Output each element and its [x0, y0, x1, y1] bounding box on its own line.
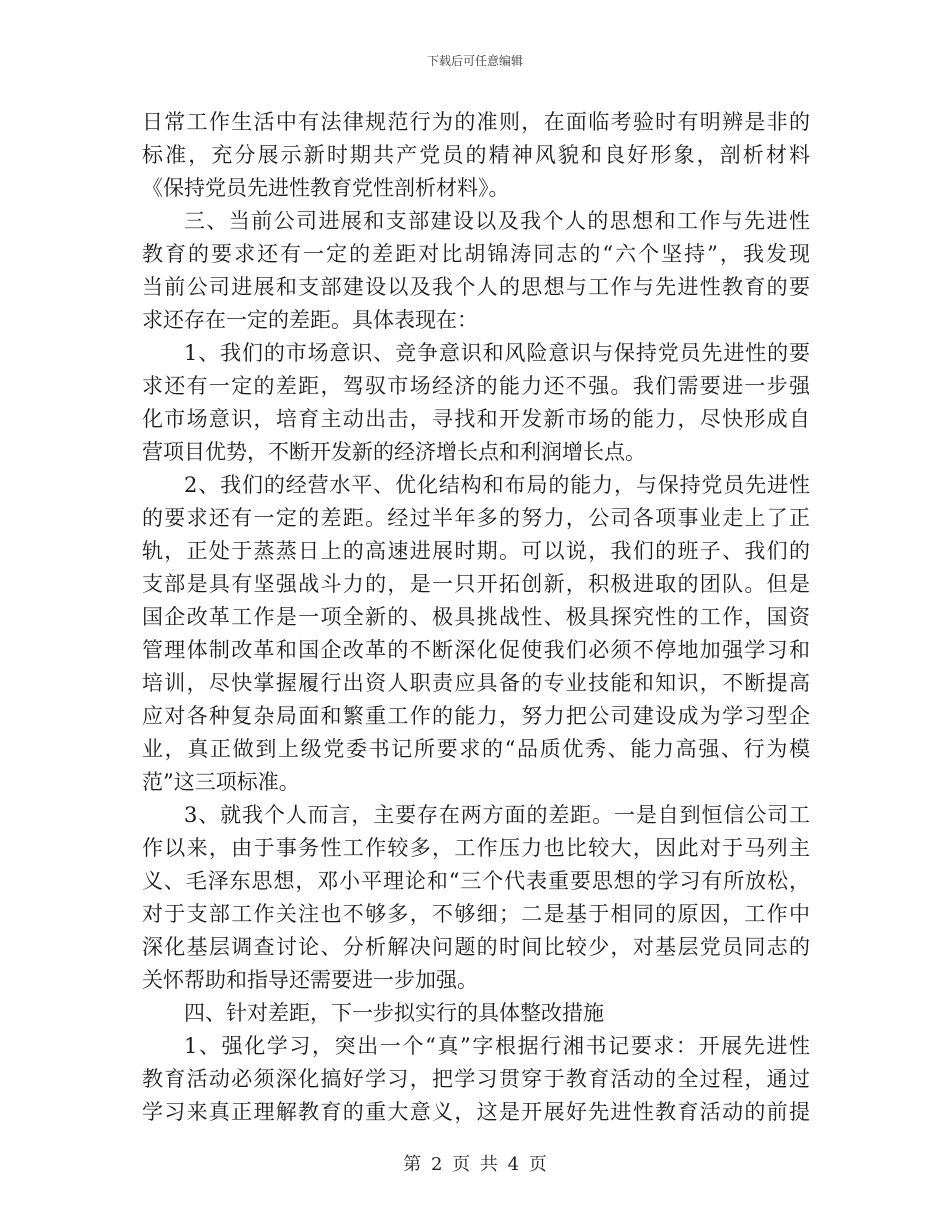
text-line: 求还存在一定的差距。具体表现在： — [142, 308, 478, 332]
text-line: 标准，充分展示新时期共产党员的精神风貌和良好形象，剖析材料 — [142, 143, 810, 167]
text-line: 1、我们的市场意识、竞争意识和风险意识与保持党员先进性的要 — [184, 341, 810, 365]
text-line: 日常工作生活中有法律规范行为的准则，在面临考验时有明辨是非的 — [142, 110, 810, 134]
text-line: 义、毛泽东思想，邓小平理论和“三个代表重要思想的学习有所放松， — [142, 869, 810, 893]
text-line: 教育的要求还有一定的差距对比胡锦涛同志的“六个坚持”，我发现 — [142, 242, 810, 266]
text-line: 作以来，由于事务性工作较多，工作压力也比较大，因此对于马列主 — [142, 836, 810, 860]
text-line: 1、强化学习，突出一个“真”字根据行湘书记要求：开展先进性 — [184, 1034, 810, 1058]
text-line: 应对各种复杂局面和繁重工作的能力，努力把公司建设成为学习型企 — [142, 704, 810, 728]
text-line: 教育活动必须深化搞好学习，把学习贯穿于教育活动的全过程，通过 — [142, 1067, 810, 1091]
text-line: 培训，尽快掌握履行出资人职责应具备的专业技能和知识，不断提高 — [142, 671, 810, 695]
text-line: 学习来真正理解教育的重大意义，这是开展好先进性教育活动的前提 — [142, 1100, 810, 1124]
text-line: 求还有一定的差距，驾驭市场经济的能力还不强。我们需要进一步强 — [142, 374, 810, 398]
text-line: 关怀帮助和指导还需要进一步加强。 — [142, 968, 478, 992]
text-line: 轨，正处于蒸蒸日上的高速进展时期。可以说，我们的班子、我们的 — [142, 539, 810, 563]
text-line: 营项目优势，不断开发新的经济增长点和利润增长点。 — [142, 440, 646, 464]
text-line: 的要求还有一定的差距。经过半年多的努力，公司各项事业走上了正 — [142, 506, 810, 530]
page-header-note: 下载后可任意编辑 — [426, 54, 523, 68]
text-line: 四、针对差距，下一步拟实行的具体整改措施 — [184, 1001, 604, 1025]
text-line: 范”这三项标准。 — [142, 770, 300, 794]
text-line: 国企改革工作是一项全新的、极具挑战性、极具探究性的工作，国资 — [142, 605, 810, 629]
text-line: 2、我们的经营水平、优化结构和布局的能力，与保持党员先进性 — [184, 473, 810, 497]
text-line: 当前公司进展和支部建设以及我个人的思想与工作与先进性教育的要 — [142, 275, 810, 299]
text-line: 对于支部工作关注也不够多，不够细；二是基于相同的原因，工作中 — [142, 902, 810, 926]
text-line: 支部是具有坚强战斗力的，是一只开拓创新，积极进取的团队。但是 — [142, 572, 810, 596]
text-line: 化市场意识，培育主动出击，寻找和开发新市场的能力，尽快形成自 — [142, 407, 810, 431]
document-body — [142, 106, 810, 1129]
text-line: 三、当前公司进展和支部建设以及我个人的思想和工作与先进性 — [184, 209, 810, 233]
text-line: 深化基层调查讨论、分析解决问题的时间比较少，对基层党员同志的 — [142, 935, 810, 959]
page-number-footer: 第 2 页 共 4 页 — [403, 1154, 547, 1175]
text-line: 业，真正做到上级党委书记所要求的“品质优秀、能力高强、行为模 — [142, 737, 810, 761]
text-line: 《保持党员先进性教育党性剖析材料》。 — [142, 176, 510, 200]
text-line: 管理体制改革和国企改革的不断深化促使我们必须不停地加强学习和 — [142, 638, 810, 662]
text-line: 3、就我个人而言，主要存在两方面的差距。一是自到恒信公司工 — [184, 803, 810, 827]
